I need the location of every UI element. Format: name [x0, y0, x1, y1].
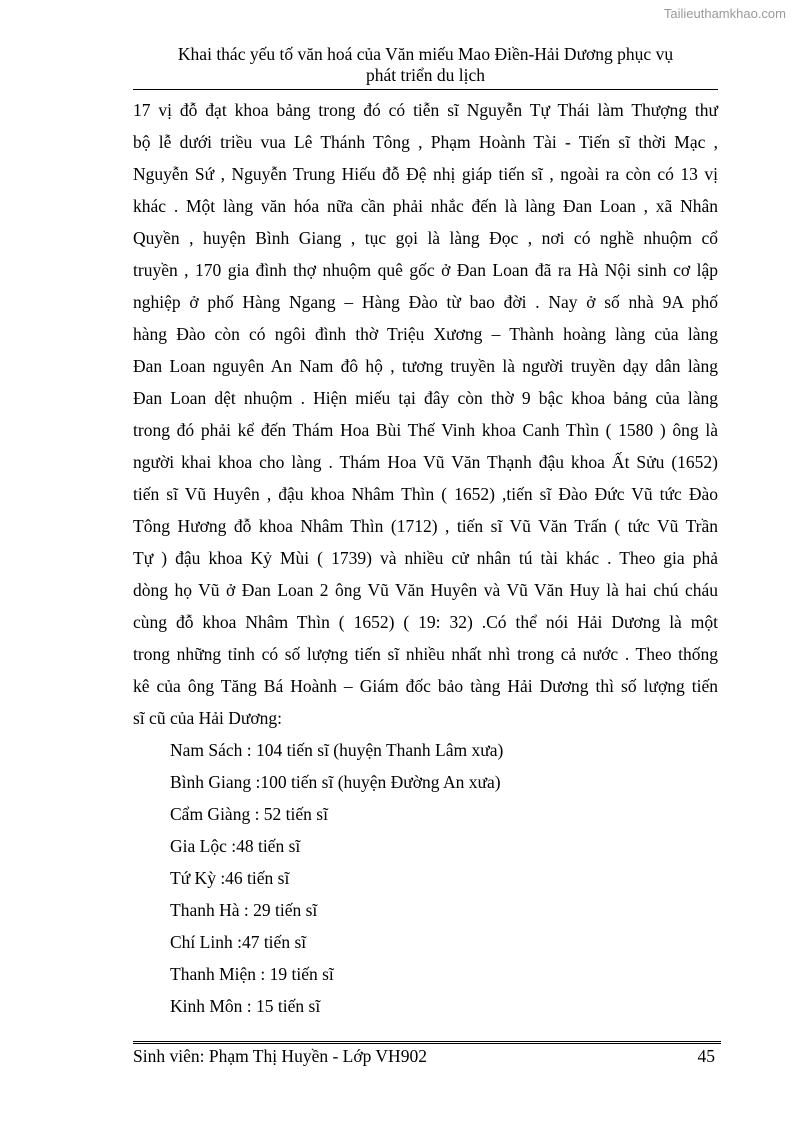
- list-item: Tứ Kỳ :46 tiến sĩ: [170, 868, 290, 888]
- list-item: Kinh Môn : 15 tiến sĩ: [170, 996, 321, 1016]
- page-footer: [133, 1044, 715, 1068]
- watermark: Tailieuthamkhao.com: [663, 6, 786, 21]
- body-line: hàng Đào còn có ngôi đình thờ Triệu Xương – Thành hoàng làng của làng: [133, 324, 718, 344]
- header-title-line-1: Khai thác yếu tố văn hoá của Văn miếu Mao Điền-Hải Dương phục vụ: [177, 44, 674, 64]
- body-line: Nguyễn Sứ , Nguyễn Trung Hiếu đỗ Đệ nhị giáp tiến sĩ , ngoài ra còn có 13 vị: [133, 164, 718, 184]
- list-item: Gia Lộc :48 tiến sĩ: [170, 836, 301, 856]
- body-line: truyền , 170 gia đình thợ nhuộm quê gốc ở Đan Loan đã ra Hà Nội sinh cơ lập: [133, 260, 718, 280]
- footer-divider: [133, 1041, 721, 1042]
- body-line: nghiệp ở phố Hàng Ngang – Hàng Đào từ bao đời . Nay ở số nhà 9A phố: [133, 292, 718, 312]
- list-item: Nam Sách : 104 tiến sĩ (huyện Thanh Lâm xưa): [170, 740, 504, 760]
- page-header: [133, 44, 718, 86]
- header-divider: [133, 89, 718, 90]
- body-line: kê của ông Tăng Bá Hoành – Giám đốc bảo tàng Hải Dương thì số lượng tiến: [133, 676, 718, 696]
- header-title-line-2: phát triển du lịch: [365, 65, 486, 85]
- list-item: Chí Linh :47 tiến sĩ: [170, 932, 307, 952]
- body-line: dòng họ Vũ ở Đan Loan 2 ông Vũ Văn Huyên và Vũ Văn Huy là hai chú cháu: [133, 580, 718, 600]
- body-line: Đan Loan dệt nhuộm . Hiện miếu tại đây còn thờ 9 bậc khoa bảng của làng: [133, 388, 718, 408]
- body-line: trong đó phải kể đến Thám Hoa Bùi Thế Vinh khoa Canh Thìn ( 1580 ) ông là: [133, 420, 718, 440]
- body-line: Đan Loan nguyên An Nam đô hộ , tương truyền là người truyền dạy dân làng: [133, 356, 718, 376]
- body-line: khác . Một làng văn hóa nữa cần phải nhắc đến là làng Đan Loan , xã Nhân: [133, 196, 718, 216]
- list-item: Cẩm Giàng : 52 tiến sĩ: [170, 804, 328, 824]
- body-line: Tự ) đậu khoa Kỷ Mùi ( 1739) và nhiều cử nhân tú tài khác . Theo gia phả: [133, 548, 718, 568]
- body-line: người khai khoa cho làng . Thám Hoa Vũ Văn Thạnh đậu khoa Ất Sửu (1652): [133, 452, 718, 472]
- body-line: bộ lễ dưới triều vua Lê Thánh Tông , Phạm Hoành Tài - Tiến sĩ thời Mạc ,: [133, 132, 718, 152]
- body-line: cùng đỗ khoa Nhâm Thìn ( 1652) ( 19: 32) .Có thể nói Hải Dương là một: [133, 612, 718, 632]
- list-item: Thanh Miện : 19 tiến sĩ: [170, 964, 334, 984]
- body-line: tiến sĩ Vũ Huyên , đậu khoa Nhâm Thìn ( 1652) ,tiến sĩ Đào Đức Vũ tức Đào: [133, 484, 718, 504]
- page-number: 45: [697, 1046, 715, 1066]
- footer-author: Sinh viên: Phạm Thị Huyền - Lớp VH902: [133, 1046, 427, 1066]
- body-line: trong những tỉnh có số lượng tiến sĩ nhiều nhất nhì trong cả nước . Theo thống: [133, 644, 718, 664]
- body-line: sĩ cũ của Hải Dương:: [133, 708, 282, 728]
- doctor-count-list: [170, 734, 503, 1022]
- list-item: Bình Giang :100 tiến sĩ (huyện Đường An xưa): [170, 772, 501, 792]
- body-line: 17 vị đỗ đạt khoa bảng trong đó có tiễn sĩ Nguyễn Tự Thái làm Thượng thư: [133, 100, 718, 120]
- body-line: Quyền , huyện Bình Giang , tục gọi là làng Đọc , nơi có nghề nhuộm cổ: [133, 228, 718, 248]
- body-line: Tông Hương đỗ khoa Nhâm Thìn (1712) , tiến sĩ Vũ Văn Trấn ( tức Vũ Trần: [133, 516, 718, 536]
- list-item: Thanh Hà : 29 tiến sĩ: [170, 900, 318, 920]
- body-paragraph: [133, 94, 718, 734]
